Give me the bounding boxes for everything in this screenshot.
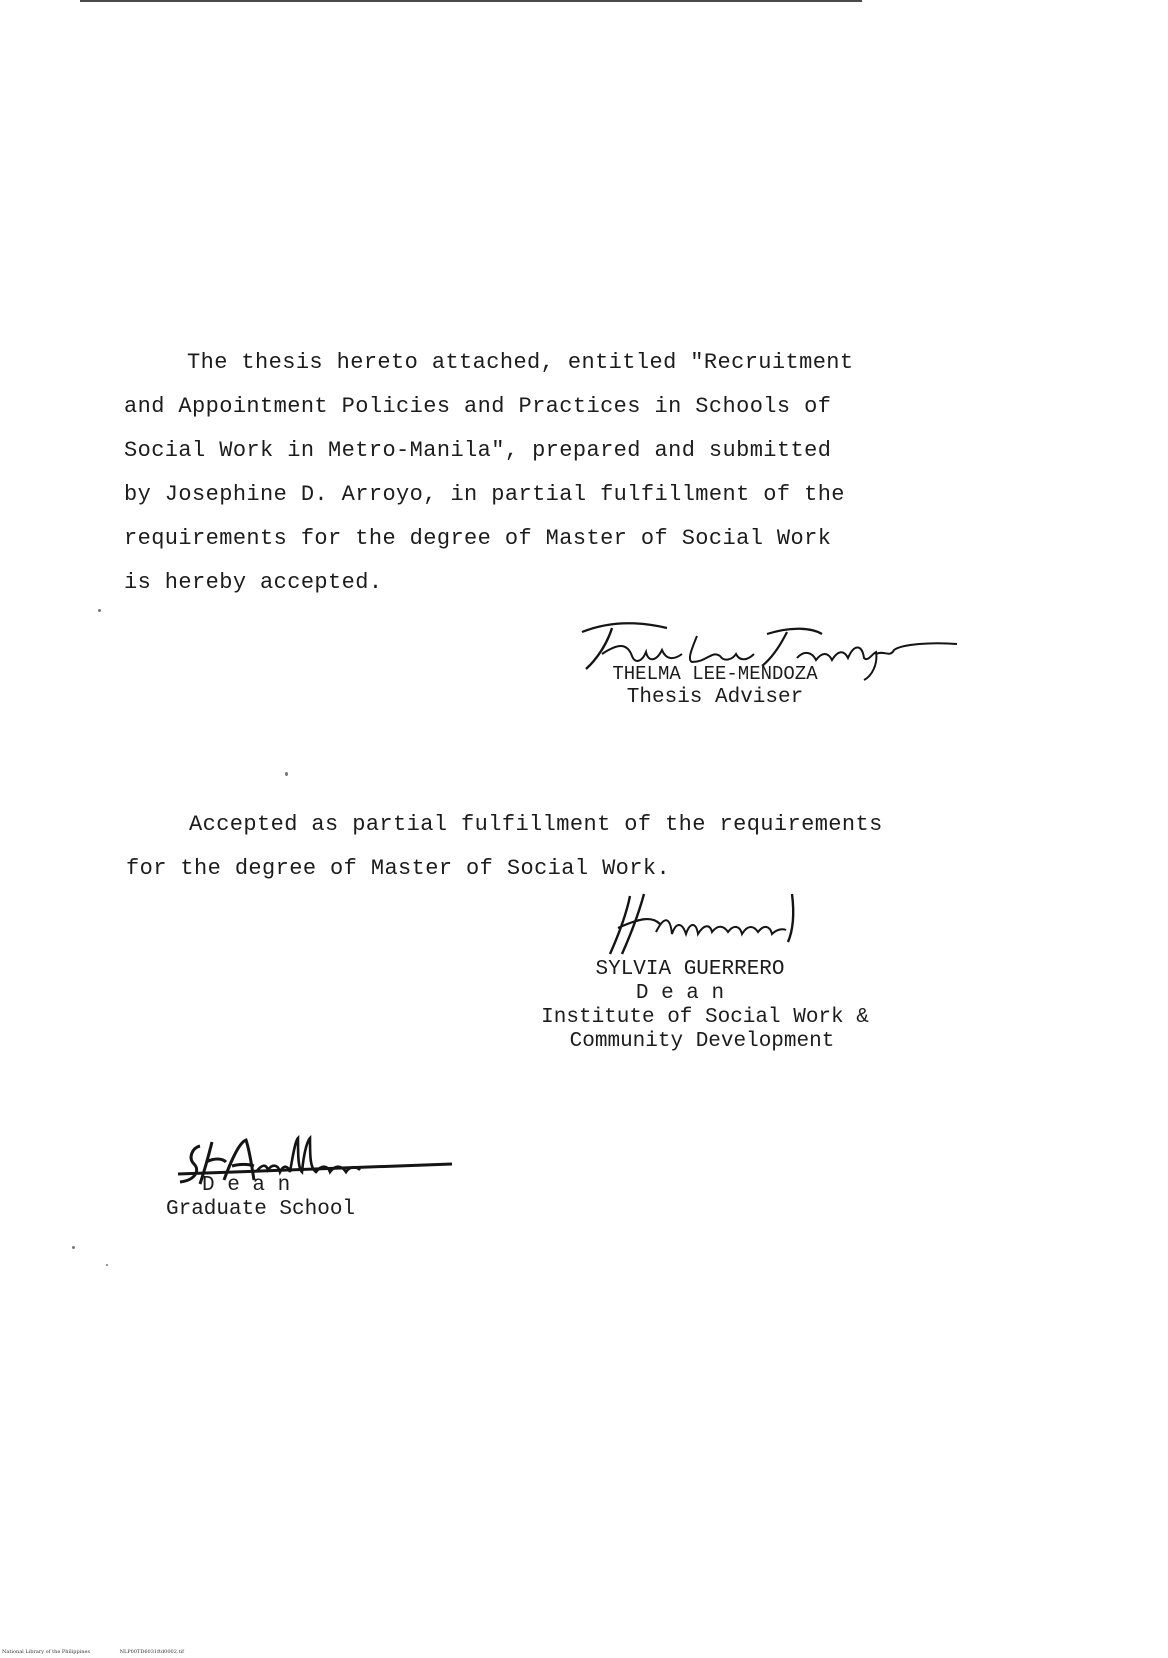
scan-speck (72, 1246, 75, 1249)
acceptance-line-3: Social Work in Metro-Manila", prepared and submitted (124, 438, 832, 463)
adviser-name: THELMA LEE-MENDOZA (612, 663, 818, 685)
institute-dean-signature (600, 888, 810, 960)
institute-dean-name: SYLVIA GUERRERO (595, 958, 785, 981)
footer-library: National Library of the Philippines (2, 1649, 91, 1655)
graduate-dean-block (160, 1174, 380, 1222)
dean-acceptance-paragraph (126, 812, 886, 892)
scan-footer (2, 1649, 212, 1655)
top-border-line (80, 0, 862, 2)
acceptance-line-2: and Appointment Policies and Practices in Schools of (124, 394, 832, 419)
acceptance-paragraph (124, 350, 854, 610)
adviser-title: Thesis Adviser (626, 686, 804, 709)
scan-speck (285, 772, 288, 776)
acceptance-line-6: is hereby accepted. (124, 570, 383, 595)
scan-speck (106, 1264, 108, 1266)
acceptance-line-4: by Josephine D. Arroyo, in partial fulfillment of the (124, 482, 845, 507)
acceptance-line-5: requirements for the degree of Master of Social Work (124, 526, 832, 551)
institute-line-2: Community Development (569, 1030, 835, 1053)
dean-acceptance-line-2: for the degree of Master of Social Work. (126, 856, 671, 881)
graduate-dean-title: D e a n (202, 1174, 291, 1197)
dean-acceptance-line-1: Accepted as partial fulfillment of the requirements (189, 812, 883, 837)
adviser-block (560, 662, 870, 710)
graduate-school-label: Graduate School (166, 1198, 356, 1221)
institute-line-1: Institute of Social Work & (541, 1006, 869, 1029)
institute-dean-title: D e a n (635, 982, 725, 1005)
institute-dean-block (530, 958, 890, 1054)
acceptance-line-1: The thesis hereto attached, entitled "Recruitment (187, 350, 854, 375)
scan-speck (98, 609, 101, 612)
footer-filename: NLP00TD6031ftd0002.tif (119, 1649, 184, 1655)
